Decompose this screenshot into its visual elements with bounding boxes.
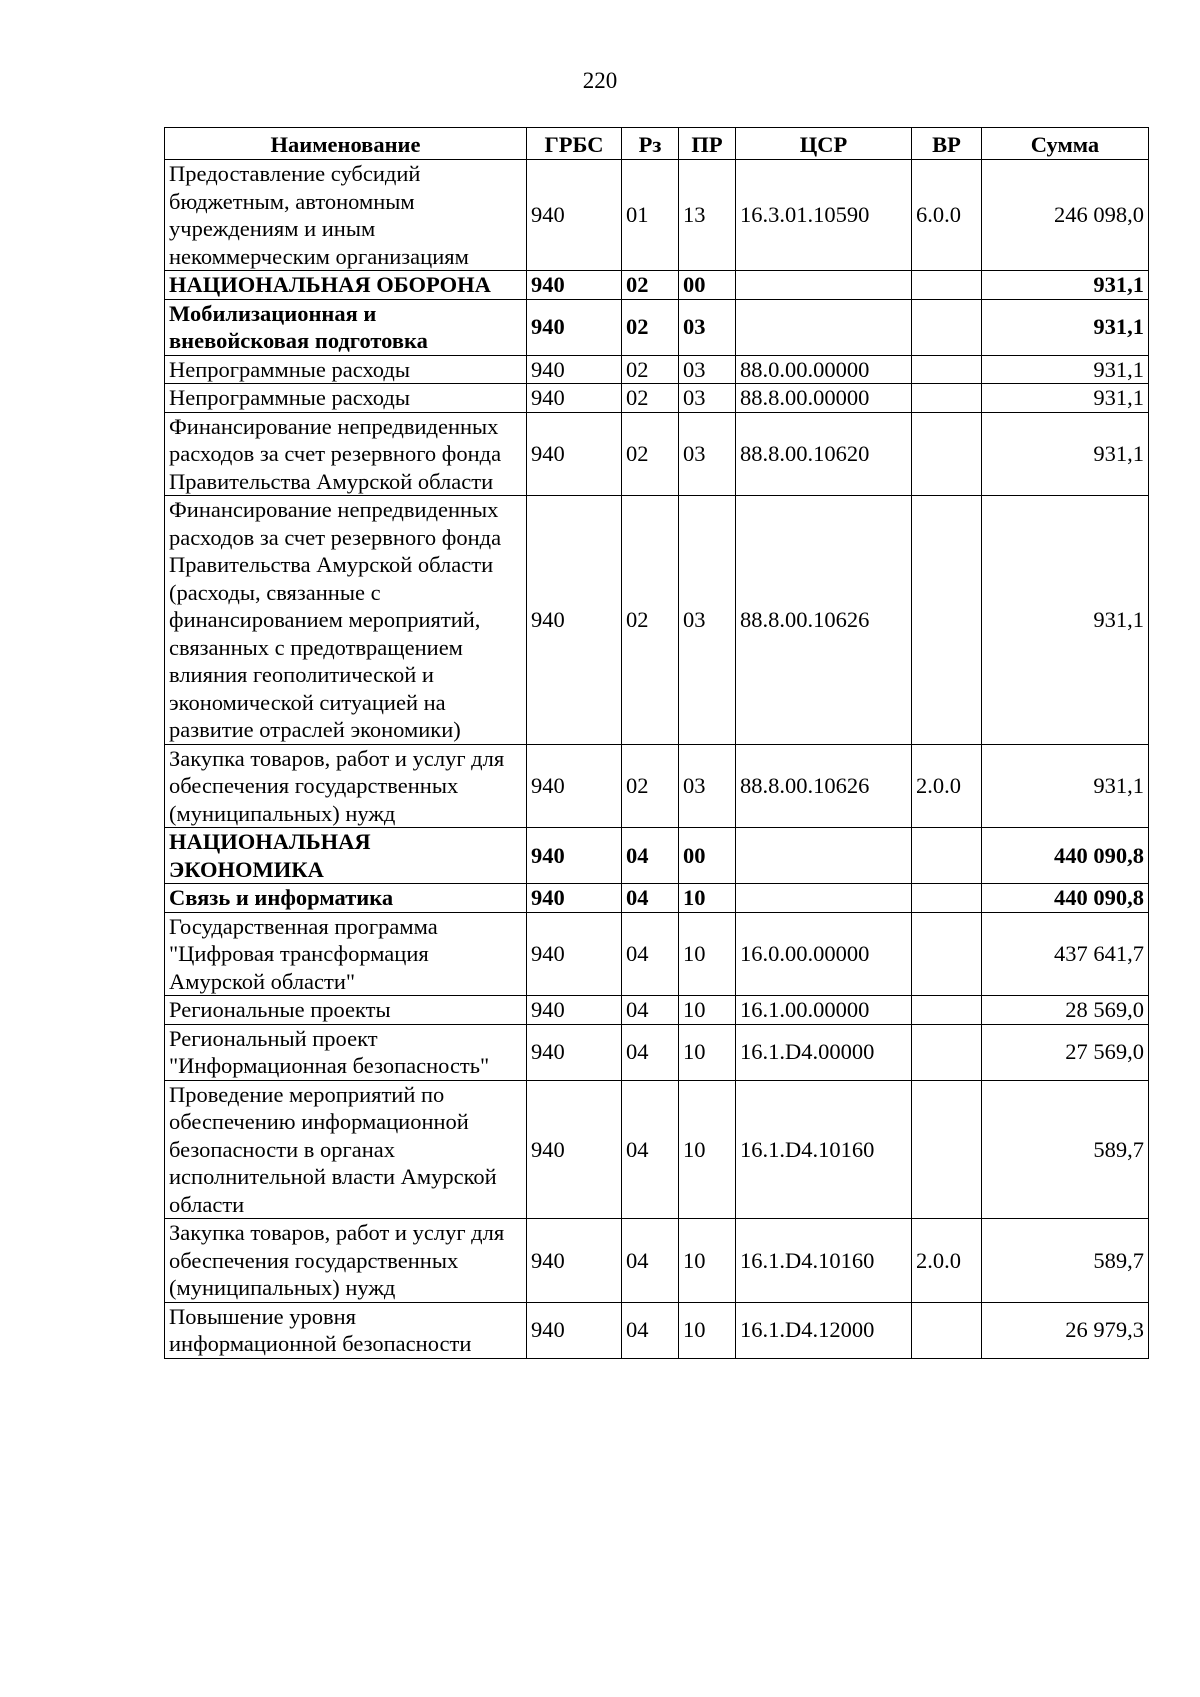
- cell-rz: 04: [622, 912, 679, 996]
- cell-grbs: 940: [527, 884, 622, 913]
- cell-sum: 931,1: [982, 299, 1149, 355]
- cell-pr: 10: [679, 1024, 736, 1080]
- cell-rz: 04: [622, 1302, 679, 1358]
- cell-vr: [912, 1302, 982, 1358]
- cell-name: Финансирование непредвиденных расходов за счет резервного фонда Правительства Амурской области (расходы, связанные с финансированием мероприятий, связанных с предотвращением влияния геополитической и экономической ситуацией на развитие отраслей экономики): [165, 496, 527, 745]
- cell-name: Региональные проекты: [165, 996, 527, 1025]
- cell-sum: 26 979,3: [982, 1302, 1149, 1358]
- cell-vr: [912, 412, 982, 496]
- cell-rz: 04: [622, 1219, 679, 1303]
- cell-pr: 00: [679, 271, 736, 300]
- table-row: [165, 1080, 1149, 1219]
- cell-csr: 16.3.01.10590: [736, 160, 912, 271]
- cell-name: Непрограммные расходы: [165, 384, 527, 413]
- cell-vr: [912, 884, 982, 913]
- cell-pr: 03: [679, 744, 736, 828]
- cell-rz: 04: [622, 1080, 679, 1219]
- cell-rz: 02: [622, 299, 679, 355]
- table-row: [165, 384, 1149, 413]
- table-row: [165, 299, 1149, 355]
- cell-grbs: 940: [527, 496, 622, 745]
- cell-grbs: 940: [527, 384, 622, 413]
- cell-grbs: 940: [527, 912, 622, 996]
- table-row: [165, 744, 1149, 828]
- cell-pr: 10: [679, 1219, 736, 1303]
- cell-rz: 02: [622, 412, 679, 496]
- cell-pr: 03: [679, 299, 736, 355]
- cell-name: Предоставление субсидий бюджетным, автономным учреждениям и иным некоммерческим организациям: [165, 160, 527, 271]
- cell-pr: 13: [679, 160, 736, 271]
- cell-sum: 28 569,0: [982, 996, 1149, 1025]
- cell-csr: 16.1.D4.10160: [736, 1219, 912, 1303]
- cell-sum: 931,1: [982, 412, 1149, 496]
- cell-name: НАЦИОНАЛЬНАЯ ОБОРОНА: [165, 271, 527, 300]
- cell-csr: 88.0.00.00000: [736, 355, 912, 384]
- cell-grbs: 940: [527, 299, 622, 355]
- cell-pr: 00: [679, 828, 736, 884]
- table-row: [165, 1302, 1149, 1358]
- header-sum: Сумма: [982, 128, 1149, 160]
- table-row: [165, 412, 1149, 496]
- cell-pr: 10: [679, 912, 736, 996]
- cell-vr: 6.0.0: [912, 160, 982, 271]
- header-vr: ВР: [912, 128, 982, 160]
- cell-vr: [912, 496, 982, 745]
- cell-vr: 2.0.0: [912, 1219, 982, 1303]
- cell-sum: 246 098,0: [982, 160, 1149, 271]
- cell-vr: [912, 355, 982, 384]
- cell-rz: 02: [622, 355, 679, 384]
- table-row: [165, 1024, 1149, 1080]
- cell-sum: 589,7: [982, 1219, 1149, 1303]
- cell-rz: 02: [622, 744, 679, 828]
- page-number: 220: [582, 68, 618, 93]
- cell-name: Региональный проект "Информационная безопасность": [165, 1024, 527, 1080]
- cell-sum: 589,7: [982, 1080, 1149, 1219]
- cell-name: Непрограммные расходы: [165, 355, 527, 384]
- cell-name: Проведение мероприятий по обеспечению информационной безопасности в органах исполнительной власти Амурской области: [165, 1080, 527, 1219]
- cell-grbs: 940: [527, 1080, 622, 1219]
- header-rz: Рз: [622, 128, 679, 160]
- cell-vr: [912, 271, 982, 300]
- cell-csr: [736, 271, 912, 300]
- table-body: [165, 160, 1149, 1359]
- cell-sum: 440 090,8: [982, 828, 1149, 884]
- header-csr: ЦСР: [736, 128, 912, 160]
- cell-csr: 88.8.00.10626: [736, 496, 912, 745]
- cell-name: Повышение уровня информационной безопасности: [165, 1302, 527, 1358]
- cell-csr: [736, 884, 912, 913]
- table-row: [165, 496, 1149, 745]
- cell-pr: 03: [679, 355, 736, 384]
- cell-csr: 88.8.00.10626: [736, 744, 912, 828]
- cell-grbs: 940: [527, 828, 622, 884]
- table-header: [165, 128, 1149, 160]
- cell-rz: 02: [622, 496, 679, 745]
- cell-sum: 437 641,7: [982, 912, 1149, 996]
- cell-name: НАЦИОНАЛЬНАЯ ЭКОНОМИКА: [165, 828, 527, 884]
- cell-csr: [736, 299, 912, 355]
- table-row: [165, 996, 1149, 1025]
- cell-pr: 10: [679, 884, 736, 913]
- cell-sum: 931,1: [982, 744, 1149, 828]
- header-name: Наименование: [165, 128, 527, 160]
- cell-csr: 16.1.D4.10160: [736, 1080, 912, 1219]
- cell-name: Государственная программа "Цифровая трансформация Амурской области": [165, 912, 527, 996]
- cell-grbs: 940: [527, 744, 622, 828]
- cell-vr: [912, 299, 982, 355]
- cell-csr: 16.1.00.00000: [736, 996, 912, 1025]
- cell-vr: [912, 828, 982, 884]
- cell-grbs: 940: [527, 1024, 622, 1080]
- cell-vr: [912, 996, 982, 1025]
- cell-grbs: 940: [527, 1219, 622, 1303]
- table-row: [165, 884, 1149, 913]
- table-row: [165, 160, 1149, 271]
- cell-name: Мобилизационная и вневойсковая подготовка: [165, 299, 527, 355]
- table-row: [165, 271, 1149, 300]
- cell-grbs: 940: [527, 996, 622, 1025]
- cell-rz: 04: [622, 1024, 679, 1080]
- cell-vr: [912, 1080, 982, 1219]
- table-row: [165, 355, 1149, 384]
- table-row: [165, 828, 1149, 884]
- cell-rz: 04: [622, 884, 679, 913]
- cell-pr: 03: [679, 412, 736, 496]
- cell-name: Закупка товаров, работ и услуг для обеспечения государственных (муниципальных) нужд: [165, 744, 527, 828]
- cell-grbs: 940: [527, 412, 622, 496]
- cell-grbs: 940: [527, 355, 622, 384]
- cell-sum: 931,1: [982, 384, 1149, 413]
- cell-rz: 02: [622, 271, 679, 300]
- cell-rz: 02: [622, 384, 679, 413]
- cell-rz: 01: [622, 160, 679, 271]
- cell-grbs: 940: [527, 1302, 622, 1358]
- header-grbs: ГРБС: [527, 128, 622, 160]
- cell-vr: [912, 1024, 982, 1080]
- cell-pr: 10: [679, 1080, 736, 1219]
- cell-vr: [912, 384, 982, 413]
- cell-csr: 88.8.00.10620: [736, 412, 912, 496]
- cell-vr: 2.0.0: [912, 744, 982, 828]
- table-row: [165, 1219, 1149, 1303]
- cell-vr: [912, 912, 982, 996]
- header-pr: ПР: [679, 128, 736, 160]
- cell-rz: 04: [622, 828, 679, 884]
- cell-sum: 931,1: [982, 496, 1149, 745]
- cell-csr: 16.1.D4.00000: [736, 1024, 912, 1080]
- cell-grbs: 940: [527, 160, 622, 271]
- cell-name: Закупка товаров, работ и услуг для обеспечения государственных (муниципальных) нужд: [165, 1219, 527, 1303]
- cell-grbs: 940: [527, 271, 622, 300]
- cell-name: Финансирование непредвиденных расходов за счет резервного фонда Правительства Амурской области: [165, 412, 527, 496]
- table-row: [165, 912, 1149, 996]
- cell-rz: 04: [622, 996, 679, 1025]
- cell-name: Связь и информатика: [165, 884, 527, 913]
- cell-sum: 931,1: [982, 355, 1149, 384]
- cell-pr: 10: [679, 996, 736, 1025]
- cell-sum: 440 090,8: [982, 884, 1149, 913]
- cell-csr: 88.8.00.00000: [736, 384, 912, 413]
- cell-sum: 27 569,0: [982, 1024, 1149, 1080]
- cell-pr: 03: [679, 496, 736, 745]
- cell-pr: 10: [679, 1302, 736, 1358]
- cell-csr: 16.0.00.00000: [736, 912, 912, 996]
- cell-pr: 03: [679, 384, 736, 413]
- cell-sum: 931,1: [982, 271, 1149, 300]
- cell-csr: 16.1.D4.12000: [736, 1302, 912, 1358]
- cell-csr: [736, 828, 912, 884]
- budget-table: [164, 127, 1149, 1359]
